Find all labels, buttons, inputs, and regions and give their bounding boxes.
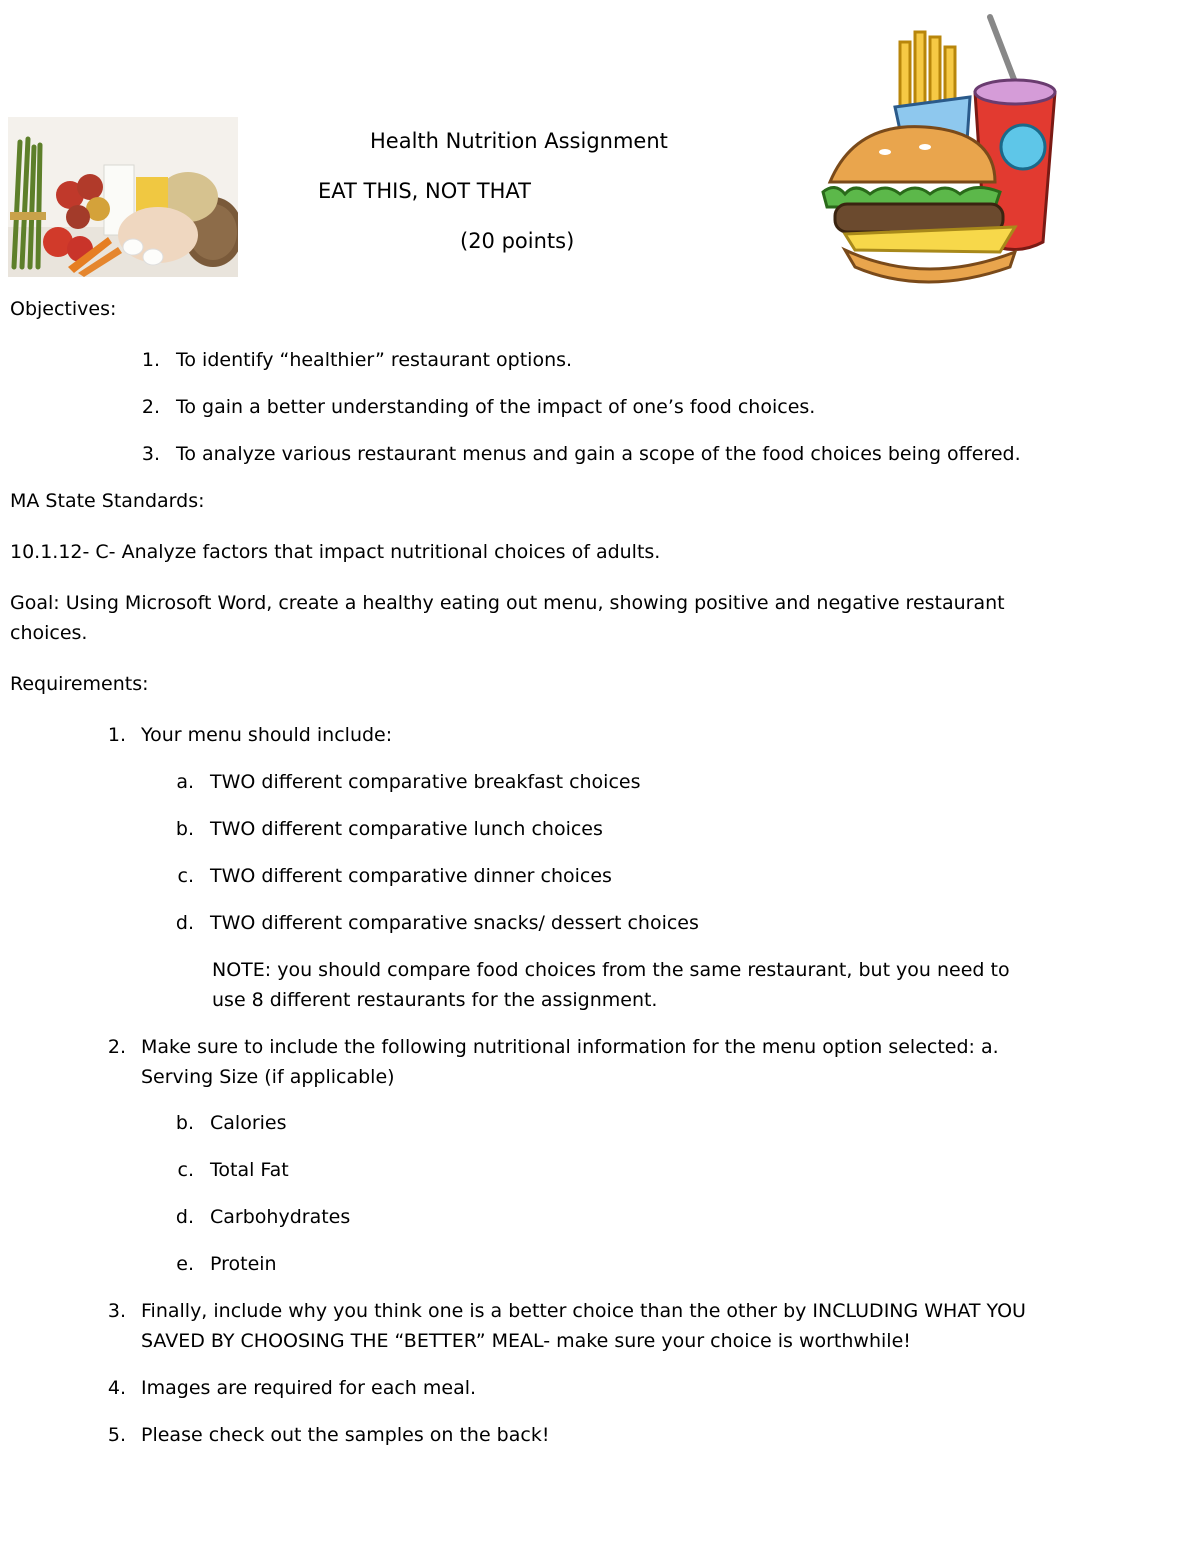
subitem-letter: b.: [175, 818, 194, 840]
assignment-points: (20 points): [460, 229, 575, 253]
subitem-letter: c.: [177, 865, 194, 887]
subitem-text: TWO different comparative snacks/ dessert choices: [210, 912, 699, 934]
requirement-item: Images are required for each meal.: [141, 1377, 477, 1399]
requirement-item: Please check out the samples on the back!: [141, 1424, 550, 1446]
subitem-text: TWO different comparative breakfast choices: [210, 771, 641, 793]
note-line-2: use 8 different restaurants for the assignment.: [212, 989, 658, 1011]
objectives-heading: Objectives:: [10, 298, 117, 320]
healthy-food-photo-icon: [8, 117, 238, 277]
assignment-subtitle: EAT THIS, NOT THAT: [318, 179, 531, 203]
standards-heading: MA State Standards:: [10, 490, 205, 512]
subitem-letter: e.: [176, 1253, 194, 1275]
requirement-item-line-1: Make sure to include the following nutritional information for the menu option selected: a.: [141, 1036, 999, 1058]
requirement-number: 2.: [107, 1036, 126, 1058]
fast-food-clipart-icon: [815, 12, 1065, 292]
requirement-item: Your menu should include:: [141, 724, 393, 746]
requirements-heading: Requirements:: [10, 673, 149, 695]
objective-number: 3.: [141, 443, 160, 465]
requirement-number: 3.: [107, 1300, 126, 1322]
objective-item: To identify “healthier” restaurant options.: [176, 349, 573, 371]
subitem-text: TWO different comparative lunch choices: [210, 818, 603, 840]
goal-line-1: Goal: Using Microsoft Word, create a healthy eating out menu, showing positive and negative restaurant: [10, 592, 1005, 614]
subitem-letter: b.: [175, 1112, 194, 1134]
requirement-number: 5.: [107, 1424, 126, 1446]
objective-item: To gain a better understanding of the impact of one’s food choices.: [176, 396, 816, 418]
subitem-text: TWO different comparative dinner choices: [210, 865, 612, 887]
subitem-letter: d.: [175, 1206, 194, 1228]
subitem-letter: d.: [175, 912, 194, 934]
requirement-item-line-2: Serving Size (if applicable): [141, 1066, 395, 1088]
note-line-1: NOTE: you should compare food choices from the same restaurant, but you need to: [212, 959, 1010, 981]
objective-number: 1.: [141, 349, 160, 371]
standards-text: 10.1.12- C- Analyze factors that impact nutritional choices of adults.: [10, 541, 661, 563]
subitem-text: Total Fat: [210, 1159, 289, 1181]
fast-food-clipart: [815, 12, 1065, 292]
subitem-text: Calories: [210, 1112, 287, 1134]
requirement-item-line-2: SAVED BY CHOOSING THE “BETTER” MEAL- make sure your choice is worthwhile!: [141, 1330, 911, 1352]
assignment-title: Health Nutrition Assignment: [370, 129, 668, 153]
subitem-letter: c.: [177, 1159, 194, 1181]
goal-line-2: choices.: [10, 622, 88, 644]
objective-item: To analyze various restaurant menus and gain a scope of the food choices being offered.: [176, 443, 1021, 465]
objective-number: 2.: [141, 396, 160, 418]
requirement-number: 4.: [107, 1377, 126, 1399]
subitem-letter: a.: [176, 771, 194, 793]
subitem-text: Protein: [210, 1253, 277, 1275]
healthy-food-photo: [8, 117, 238, 277]
requirement-item-line-1: Finally, include why you think one is a better choice than the other by INCLUDING WHAT YOU: [141, 1300, 1026, 1322]
requirement-number: 1.: [107, 724, 126, 746]
subitem-text: Carbohydrates: [210, 1206, 351, 1228]
